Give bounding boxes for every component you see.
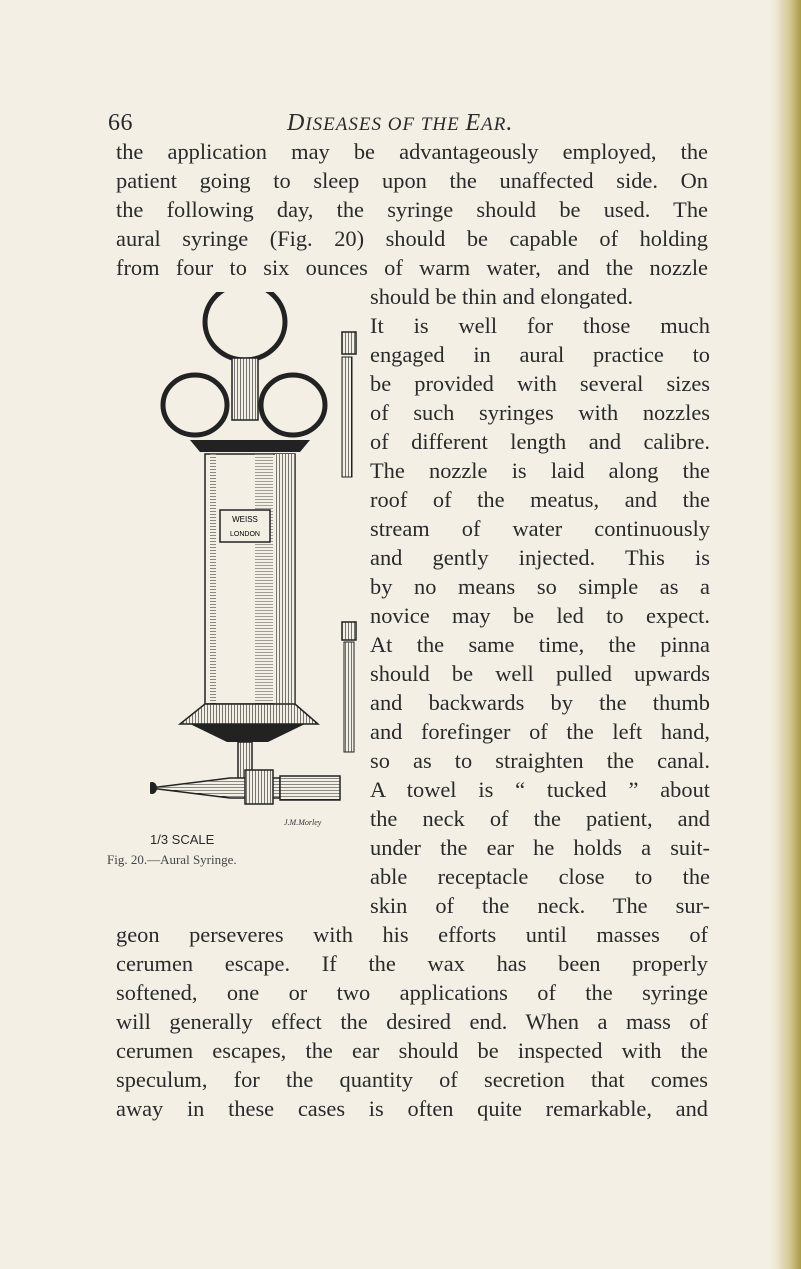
- text-line: should be thin and elongated.: [370, 284, 634, 309]
- page-edge: [779, 0, 801, 1269]
- text-line: speculum, for the quantity of secretion that comes: [116, 1067, 708, 1092]
- text-line: of such syringes with nozzles: [370, 400, 710, 425]
- text-line: should be well pulled upwards: [370, 661, 710, 686]
- text-line: softened, one or two applications of the syringe: [116, 980, 708, 1005]
- text-line: the application may be advantageously employed, the: [116, 139, 708, 164]
- text-line: skin of the neck. The sur-: [370, 893, 710, 918]
- thumb-ring-icon: [205, 292, 285, 360]
- text-line: It is well for those much: [370, 313, 710, 338]
- text-line: At the same time, the pinna: [370, 632, 710, 657]
- page-edge-shadow: [769, 0, 779, 1269]
- text-line: will generally effect the desired end. When a mass of: [116, 1009, 708, 1034]
- figure-scale: 1/3 SCALE: [150, 832, 215, 847]
- running-head: DISEASES OF THE EAR.: [287, 110, 514, 136]
- text-line: by no means so simple as a: [370, 574, 710, 599]
- text-line: of different length and calibre.: [370, 429, 710, 454]
- spare-nozzle-bottom: [342, 622, 356, 640]
- text-line: able receptacle close to the: [370, 864, 710, 889]
- text-line: and gently injected. This is: [370, 545, 710, 570]
- text-line: A towel is “ tucked ” about: [370, 777, 710, 802]
- text-line: cerumen escapes, the ear should be inspected with the: [116, 1038, 708, 1063]
- finger-ring-right-icon: [261, 375, 325, 435]
- text-line: geon perseveres with his efforts until masses of: [116, 922, 708, 947]
- maker-label-line2: LONDON: [230, 531, 260, 538]
- text-line: away in these cases is often quite remarkable, and: [116, 1096, 708, 1121]
- text-line: so as to straighten the canal.: [370, 748, 710, 773]
- text-line: aural syringe (Fig. 20) should be capable of holding: [116, 226, 708, 251]
- syringe-figure: [150, 292, 365, 837]
- text-line: from four to six ounces of warm water, and the nozzle: [116, 255, 708, 280]
- text-line: novice may be led to expect.: [370, 603, 710, 628]
- figure-caption: Fig. 20.—Aural Syringe.: [107, 852, 237, 867]
- spare-nozzle-top: [342, 332, 356, 354]
- text-line: be provided with several sizes: [370, 371, 710, 396]
- page-number: 66: [108, 110, 133, 136]
- text-line: the neck of the patient, and: [370, 806, 710, 831]
- text-line: stream of water continuously: [370, 516, 710, 541]
- engraver-signature: J.M.Morley: [284, 818, 322, 827]
- text-line: and forefinger of the left hand,: [370, 719, 710, 744]
- text-line: patient going to sleep upon the unaffected side. On: [116, 168, 708, 193]
- maker-label-line1: WEISS: [232, 515, 258, 524]
- text-line: and backwards by the thumb: [370, 690, 710, 715]
- text-line: The nozzle is laid along the: [370, 458, 710, 483]
- text-line: roof of the meatus, and the: [370, 487, 710, 512]
- text-line: the following day, the syringe should be used. The: [116, 197, 708, 222]
- text-line: under the ear he holds a suit-: [370, 835, 710, 860]
- finger-ring-left-icon: [163, 375, 227, 435]
- text-line: cerumen escape. If the wax has been properly: [116, 951, 708, 976]
- text-line: engaged in aural practice to: [370, 342, 710, 367]
